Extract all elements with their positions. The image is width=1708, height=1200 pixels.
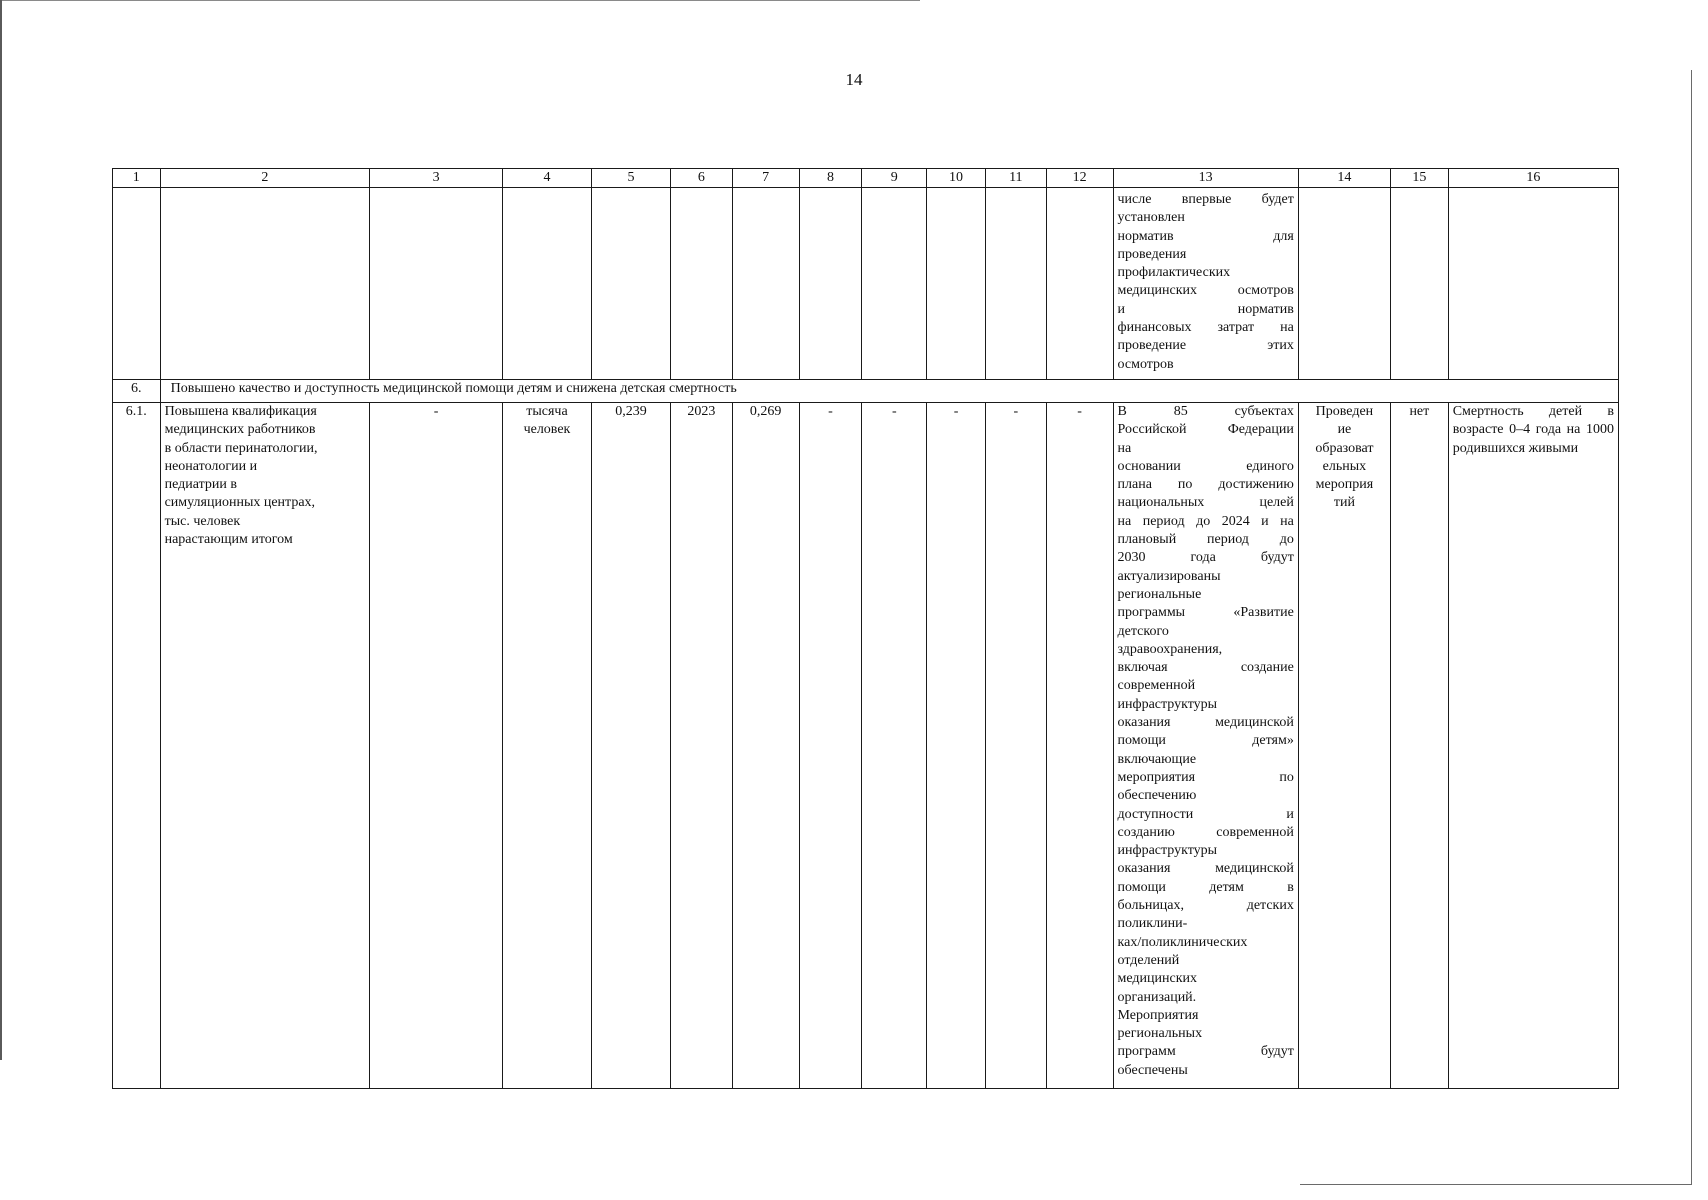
table-cell: -: [862, 403, 927, 1089]
text-line: детского: [1117, 623, 1169, 639]
event-type-cell: Проведен ие образоват ельных мероприя тий: [1298, 403, 1390, 1089]
text-line: обеспечены: [1117, 1062, 1188, 1078]
description-cell: [1113, 403, 1298, 1089]
text-line: созданию современной: [1117, 824, 1294, 840]
continuation-row: [113, 188, 1619, 380]
text-line: профилактических: [1117, 265, 1231, 281]
header-cell: 13: [1113, 169, 1298, 188]
text-line: программы «Развитие: [1117, 605, 1294, 621]
text-line: региональных: [1117, 1026, 1203, 1042]
text-line: оказания медицинской: [1117, 715, 1294, 731]
base-value-cell: 0,239: [592, 403, 671, 1089]
text-line: финансовых затрат на: [1117, 320, 1294, 336]
text-line: плановый период до: [1117, 532, 1294, 548]
header-cell: 9: [862, 169, 927, 188]
text-line: поликлини-: [1117, 916, 1188, 932]
text-line: инфраструктуры: [1117, 843, 1218, 859]
header-cell: 14: [1298, 169, 1390, 188]
text-line: оказания медицинской: [1117, 861, 1294, 877]
table-cell: [1046, 188, 1113, 380]
table-cell: [799, 188, 862, 380]
header-cell: 11: [985, 169, 1046, 188]
text-line: 2030 года будут: [1117, 550, 1294, 566]
table-cell: [160, 188, 370, 380]
text-line: мероприятия по: [1117, 769, 1294, 785]
text-line: ках/поликлинических: [1117, 934, 1248, 950]
text-line: норматив для: [1117, 228, 1294, 244]
section-number: 6.: [113, 380, 161, 403]
scan-edge-left: [0, 0, 2, 1060]
text-line: медицинских: [1117, 971, 1198, 987]
header-cell: 1: [113, 169, 161, 188]
text-line: числе впервые будет: [1117, 192, 1294, 207]
text-line: инфраструктуры: [1117, 696, 1218, 712]
text-line: проведение этих: [1117, 338, 1294, 354]
text-line: медицинских осмотров: [1117, 283, 1294, 299]
text-line: современной: [1117, 678, 1196, 694]
text-line: на: [1117, 440, 1132, 456]
value-cell: 0,269: [732, 403, 799, 1089]
text-line: региональные: [1117, 586, 1202, 602]
header-cell: 3: [370, 169, 503, 188]
table-cell: [370, 188, 503, 380]
table-cell: [502, 188, 591, 380]
related-indicator-cell: Смертность детей в возрасте 0–4 года на 1000 родившихся живыми: [1448, 403, 1618, 1089]
table-cell: [113, 188, 161, 380]
table-cell: нет: [1391, 403, 1449, 1089]
scan-edge-bottom: [1300, 1184, 1692, 1185]
table-cell: [1298, 188, 1390, 380]
text-line: организаций.: [1117, 989, 1197, 1005]
text-line: здравоохранения,: [1117, 641, 1223, 657]
text-line: Российской Федерации: [1117, 422, 1294, 438]
text-line: основании единого: [1117, 458, 1294, 474]
text-line: помощи детям»: [1117, 733, 1294, 749]
table-cell: -: [985, 403, 1046, 1089]
table-cell: [1448, 188, 1618, 380]
table-cell: -: [799, 403, 862, 1089]
text-line: помощи детям в: [1117, 879, 1294, 895]
text-line: на период до 2024 и на: [1117, 513, 1294, 529]
table-cell: -: [927, 403, 986, 1089]
indicator-name: Повышена квалификация медицинских работников в области перинатологии, неонатологии и педиатрии в симуляционных центрах, тыс. человек нарастающим итогом: [160, 403, 370, 1089]
header-cell: 5: [592, 169, 671, 188]
text-line: отделений: [1117, 952, 1180, 968]
header-cell: 15: [1391, 169, 1449, 188]
table-cell: [927, 188, 986, 380]
continuation-description-cell: [1113, 188, 1298, 380]
text-line: национальных целей: [1117, 495, 1294, 511]
header-cell: 7: [732, 169, 799, 188]
text-line: осмотров: [1117, 356, 1174, 372]
text-line: больницах, детских: [1117, 898, 1294, 914]
table-cell: [1391, 188, 1449, 380]
table-cell: [985, 188, 1046, 380]
indicators-table: [112, 168, 1619, 1089]
text-line: включающие: [1117, 751, 1197, 767]
unit-cell: тысяча человек: [502, 403, 591, 1089]
section-title: Повышено качество и доступность медицинской помощи детям и снижена детская смертность: [160, 380, 1618, 403]
table-cell: [732, 188, 799, 380]
text-line: программ будут: [1117, 1044, 1294, 1060]
row-number: 6.1.: [113, 403, 161, 1089]
indicator-row: [113, 403, 1619, 1089]
text-line: проведения: [1117, 246, 1187, 262]
header-cell: 12: [1046, 169, 1113, 188]
text-line: Мероприятия: [1117, 1007, 1199, 1023]
section-row: [113, 380, 1619, 403]
page-number: 14: [845, 70, 863, 89]
base-year-cell: 2023: [671, 403, 733, 1089]
scan-edge-top: [0, 0, 920, 1]
text-line: плана по достижению: [1117, 477, 1294, 493]
header-cell: 8: [799, 169, 862, 188]
table-cell: [671, 188, 733, 380]
text-line: и норматив: [1117, 301, 1294, 317]
table-cell: -: [1046, 403, 1113, 1089]
table-cell: [862, 188, 927, 380]
scan-edge-right: [1691, 70, 1692, 1185]
text-line: установлен: [1117, 210, 1185, 226]
header-cell: 6: [671, 169, 733, 188]
text-line: обеспечению: [1117, 788, 1197, 804]
text-line: В 85 субъектах: [1117, 404, 1294, 419]
text-line: актуализированы: [1117, 568, 1221, 584]
header-cell: 10: [927, 169, 986, 188]
header-cell: 2: [160, 169, 370, 188]
header-cell: 4: [502, 169, 591, 188]
text-line: доступности и: [1117, 806, 1294, 822]
header-cell: 16: [1448, 169, 1618, 188]
text-line: включая создание: [1117, 660, 1294, 676]
table-cell: [592, 188, 671, 380]
table-cell: -: [370, 403, 503, 1089]
table-header-row: [113, 169, 1619, 188]
